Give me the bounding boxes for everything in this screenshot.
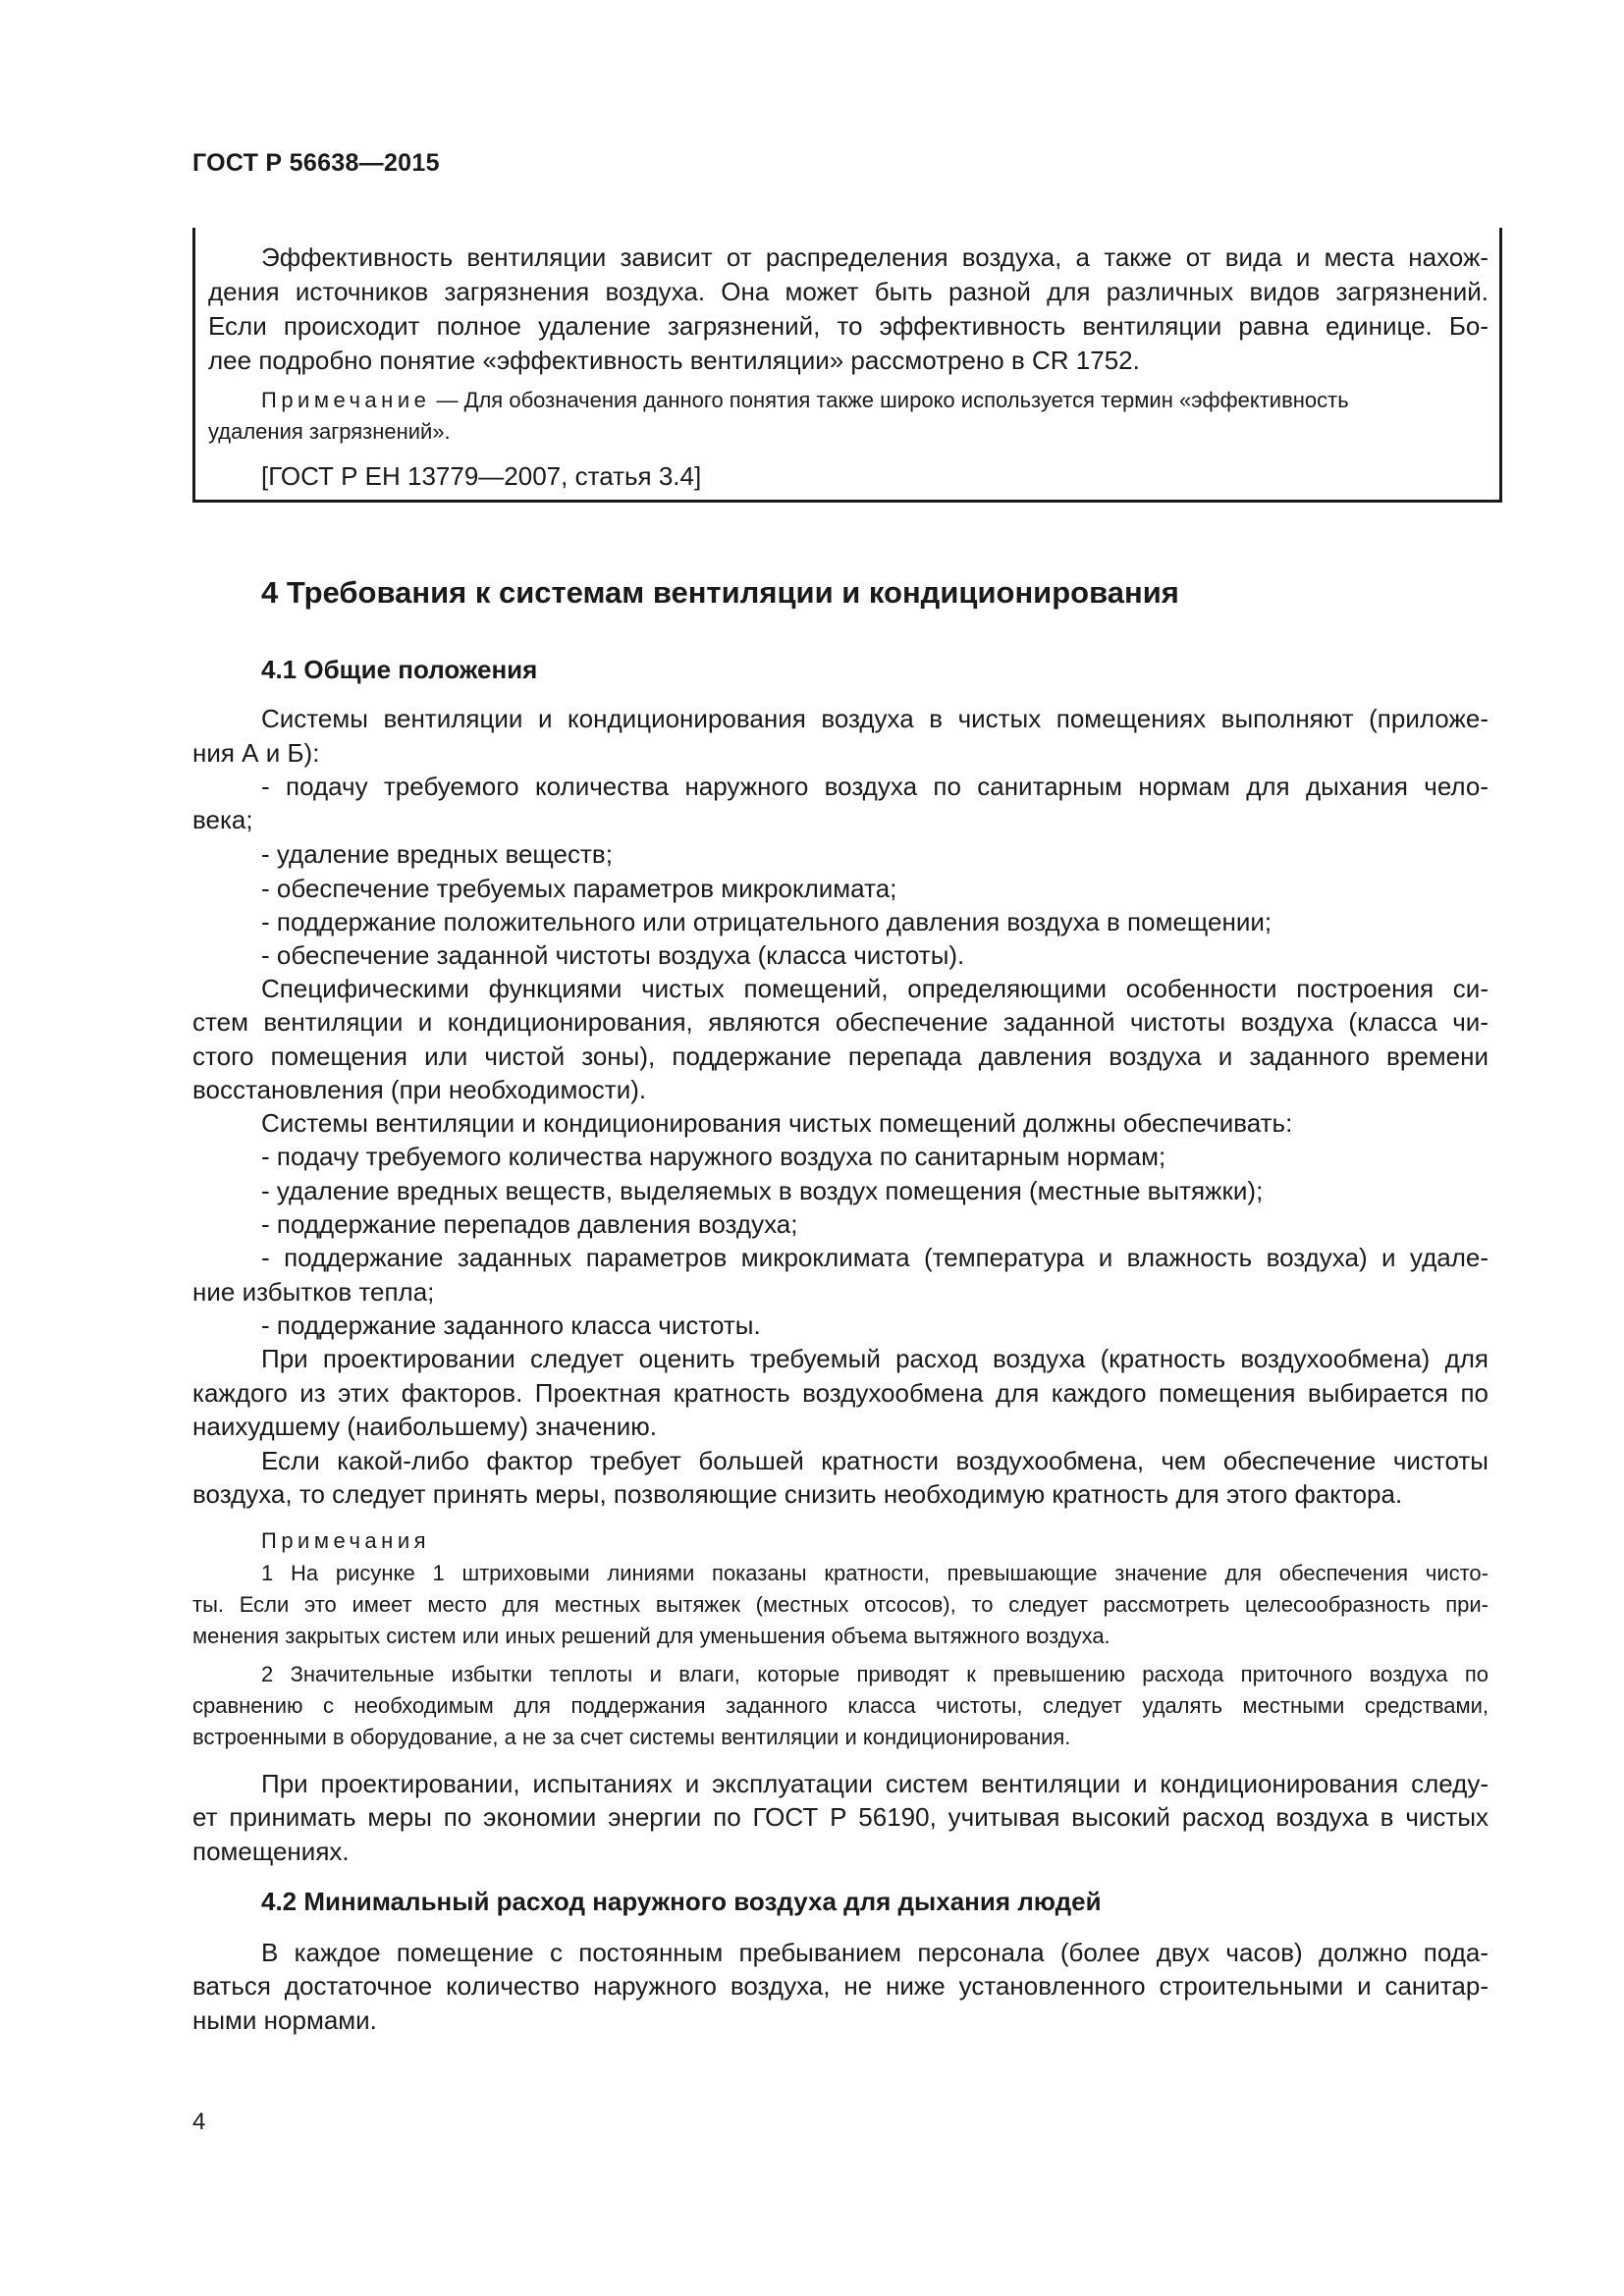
list-item: - поддержание перепадов давления воздуха; [261,1209,798,1239]
paragraph-line: ваться достаточное количество наружного воздуха, не ниже установленного строительными и санитар- [192,1971,1489,2001]
definition-text-line: лее подробно понятие «эффективность вентиляции» рассмотрено в CR 1752. [208,346,1140,375]
definition-text-line: Если происходит полное удаление загрязнений, то эффективность вентиляции равна единице. Бо- [208,311,1489,341]
definition-reference: [ГОСТ Р ЕН 13779—2007, статья 3.4] [261,461,702,491]
list-item: - удаление вредных веществ, выделяемых в воздух помещения (местные вытяжки); [261,1176,1264,1205]
definition-note-continued: удаления загрязнений». [208,419,451,444]
note-line: сравнению с необходимым для поддержания заданного класса чистоты, следует удалять местными средствами, [192,1693,1489,1718]
note-line: менения закрытых систем или иных решений для уменьшения объема вытяжного воздуха. [192,1624,1110,1648]
paragraph-line: наихудшему (наибольшему) значению. [192,1412,658,1441]
definition-text-line: Эффективность вентиляции зависит от распределения воздуха, а также от вида и места нахож- [261,242,1489,272]
paragraph-line: Если какой-либо фактор требует большей кратности воздухообмена, чем обеспечение чистоты [261,1446,1489,1475]
paragraph-line: В каждое помещение с постоянным пребыванием персонала (более двух часов) должно пода- [261,1938,1489,1967]
section-4-2-title: 4.2 Минимальный расход наружного воздуха для дыхания людей [261,1887,1102,1916]
list-item: - обеспечение требуемых параметров микроклимата; [261,874,897,903]
notes-label: Примечания [261,1528,431,1553]
paragraph-line: Системы вентиляции и кондиционирования чистых помещений должны обеспечивать: [261,1108,1293,1138]
section-4-1-title: 4.1 Общие положения [261,655,538,684]
paragraph-line: ет принимать меры по экономии энергии по ГОСТ Р 56190, учитывая высокий расход воздуха в чистых [192,1802,1489,1832]
note-line: 1 На рисунке 1 штриховыми линиями показаны кратности, превышающие значение для обеспечения чисто- [261,1561,1489,1585]
list-item-continued: ние избытков тепла; [192,1277,435,1307]
page-number: 4 [192,2109,206,2135]
paragraph-line: Системы вентиляции и кондиционирования воздуха в чистых помещениях выполняют (приложе- [261,704,1489,733]
note-line: встроенными в оборудование, а не за счет системы вентиляции и кондиционирования. [192,1725,1071,1749]
paragraph-line: При проектировании, испытаниях и эксплуатации систем вентиляции и кондиционирования следу- [261,1769,1489,1798]
paragraph-line: помещениях. [192,1837,350,1866]
note-line: 2 Значительные избытки теплоты и влаги, которые приводят к превышению расхода приточного воздуха по [261,1662,1489,1686]
list-item-continued: века; [192,805,253,834]
paragraph-line: ными нормами. [192,2005,377,2035]
list-item: - поддержание заданных параметров микроклимата (температура и влажность воздуха) и удале- [261,1243,1489,1272]
list-item: - поддержание положительного или отрицательного давления воздуха в помещении; [261,907,1272,936]
list-item: - удаление вредных веществ; [261,839,613,869]
paragraph-line: стого помещения или чистой зоны), поддержание перепада давления воздуха и заданного времени [192,1041,1489,1071]
definition-text-line: дения источников загрязнения воздуха. Она может быть разной для различных видов загрязнений. [208,277,1489,306]
list-item: - подачу требуемого количества наружного воздуха по санитарным нормам для дыхания чело- [261,772,1489,801]
note-line: ты. Если это имеет место для местных вытяжек (местных отсосов), то следует рассмотреть целесообразность при- [192,1592,1489,1617]
paragraph-line: стем вентиляции и кондиционирования, являются обеспечение заданной чистоты воздуха (класса чи- [192,1007,1489,1037]
list-item: - поддержание заданного класса чистоты. [261,1310,761,1340]
paragraph-line: восстановления (при необходимости). [192,1075,647,1104]
list-item: - подачу требуемого количества наружного воздуха по санитарным нормам; [261,1142,1166,1171]
document-code-header: ГОСТ Р 56638—2015 [192,149,440,177]
paragraph-line: каждого из этих факторов. Проектная кратность воздухообмена для каждого помещения выбирается по [192,1378,1489,1408]
note-label: Примечание [261,388,431,412]
definition-note [261,388,1349,413]
section-4-title: 4 Требования к системам вентиляции и кондиционирования [261,575,1179,610]
paragraph-line: Специфическими функциями чистых помещений, определяющими особенности построения си- [261,974,1489,1003]
paragraph-line: ния А и Б): [192,738,320,768]
note-text: — Для обозначения данного понятия также широко используется термин «эффективность [430,388,1349,412]
list-item: - обеспечение заданной чистоты воздуха (класса чистоты). [261,940,965,970]
paragraph-line: При проектировании следует оценить требуемый расход воздуха (кратность воздухообмена) для [261,1344,1489,1373]
paragraph-line: воздуха, то следует принять меры, позволяющие снизить необходимую кратность для этого фактора. [192,1479,1403,1509]
